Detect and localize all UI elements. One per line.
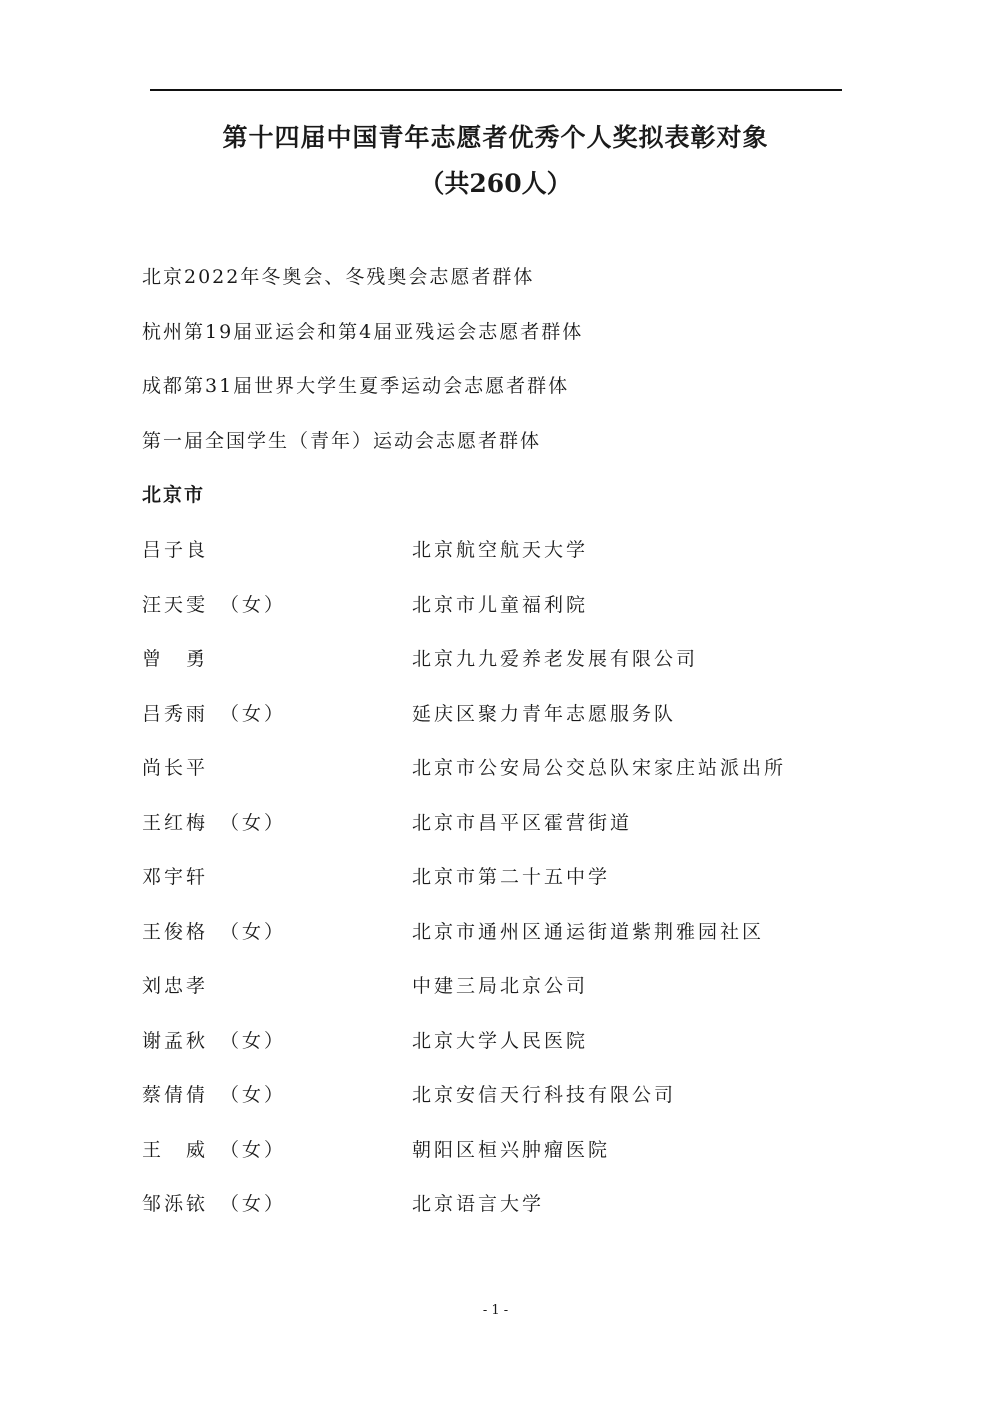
person-name: 吕秀雨 — [142, 702, 209, 725]
person-row — [142, 535, 842, 590]
person-row — [142, 699, 842, 754]
person-name: 邹泺铱 — [142, 1193, 209, 1215]
person-unit: 北京航空航天大学 — [412, 539, 589, 561]
person-gender: （女） — [220, 1138, 287, 1161]
person-row — [142, 753, 842, 808]
person-unit: 北京市第二十五中学 — [412, 866, 611, 888]
person-row — [142, 1080, 842, 1135]
person-unit: 北京大学人民医院 — [412, 1029, 589, 1052]
person-name: 曾 勇 — [142, 648, 209, 670]
group-item: 北京2022年冬奥会、冬残奥会志愿者群体 — [142, 266, 535, 288]
person-unit: 北京语言大学 — [412, 1193, 545, 1215]
person-name: 刘忠孝 — [142, 975, 209, 997]
person-gender: （女） — [220, 811, 287, 834]
person-unit: 北京市通州区通运街道紫荆雅园社区 — [412, 920, 765, 943]
person-row — [142, 1135, 842, 1190]
person-row — [142, 917, 842, 972]
person-row — [142, 1189, 842, 1244]
person-unit: 朝阳区桓兴肿瘤医院 — [412, 1138, 611, 1161]
person-gender: （女） — [220, 1029, 287, 1052]
region-heading: 北京市 — [142, 484, 206, 506]
person-row — [142, 971, 842, 1026]
person-gender: （女） — [220, 1084, 287, 1106]
person-gender: （女） — [220, 920, 287, 943]
person-unit: 北京市公安局公交总队宋家庄站派出所 — [412, 757, 787, 779]
person-unit: 中建三局北京公司 — [412, 975, 589, 997]
person-name: 邓宇轩 — [142, 866, 209, 888]
group-item: 第一届全国学生（青年）运动会志愿者群体 — [142, 429, 542, 452]
person-unit: 北京九九爱养老发展有限公司 — [412, 648, 699, 670]
person-gender: （女） — [220, 1193, 287, 1215]
page-number: - 1 - — [482, 1303, 509, 1318]
person-gender: （女） — [220, 702, 287, 725]
person-name: 王红梅 — [142, 811, 209, 834]
person-name: 王 威 — [142, 1138, 209, 1161]
person-row — [142, 1026, 842, 1081]
group-list — [142, 262, 583, 480]
group-item: 杭州第19届亚运会和第4届亚残运会志愿者群体 — [142, 320, 584, 343]
person-name: 尚长平 — [142, 757, 209, 779]
header-rule — [150, 89, 842, 91]
person-row — [142, 862, 842, 917]
person-name: 吕子良 — [142, 539, 209, 561]
person-unit: 北京市昌平区霍营街道 — [412, 811, 633, 834]
person-unit: 延庆区聚力青年志愿服务队 — [412, 702, 677, 725]
person-name: 谢孟秋 — [142, 1029, 209, 1052]
person-gender: （女） — [220, 593, 287, 616]
document-title: 第十四届中国青年志愿者优秀个人奖拟表彰对象 — [222, 123, 769, 152]
people-list — [142, 535, 842, 1244]
person-name: 蔡倩倩 — [142, 1084, 209, 1106]
person-name: 王俊格 — [142, 920, 209, 943]
person-row — [142, 644, 842, 699]
person-row — [142, 590, 842, 645]
person-name: 汪天雯 — [142, 593, 209, 616]
document-subtitle: （共260人） — [419, 169, 572, 198]
group-item: 成都第31届世界大学生夏季运动会志愿者群体 — [142, 375, 570, 397]
person-unit: 北京市儿童福利院 — [412, 593, 589, 616]
person-row — [142, 808, 842, 863]
person-unit: 北京安信天行科技有限公司 — [412, 1084, 677, 1106]
